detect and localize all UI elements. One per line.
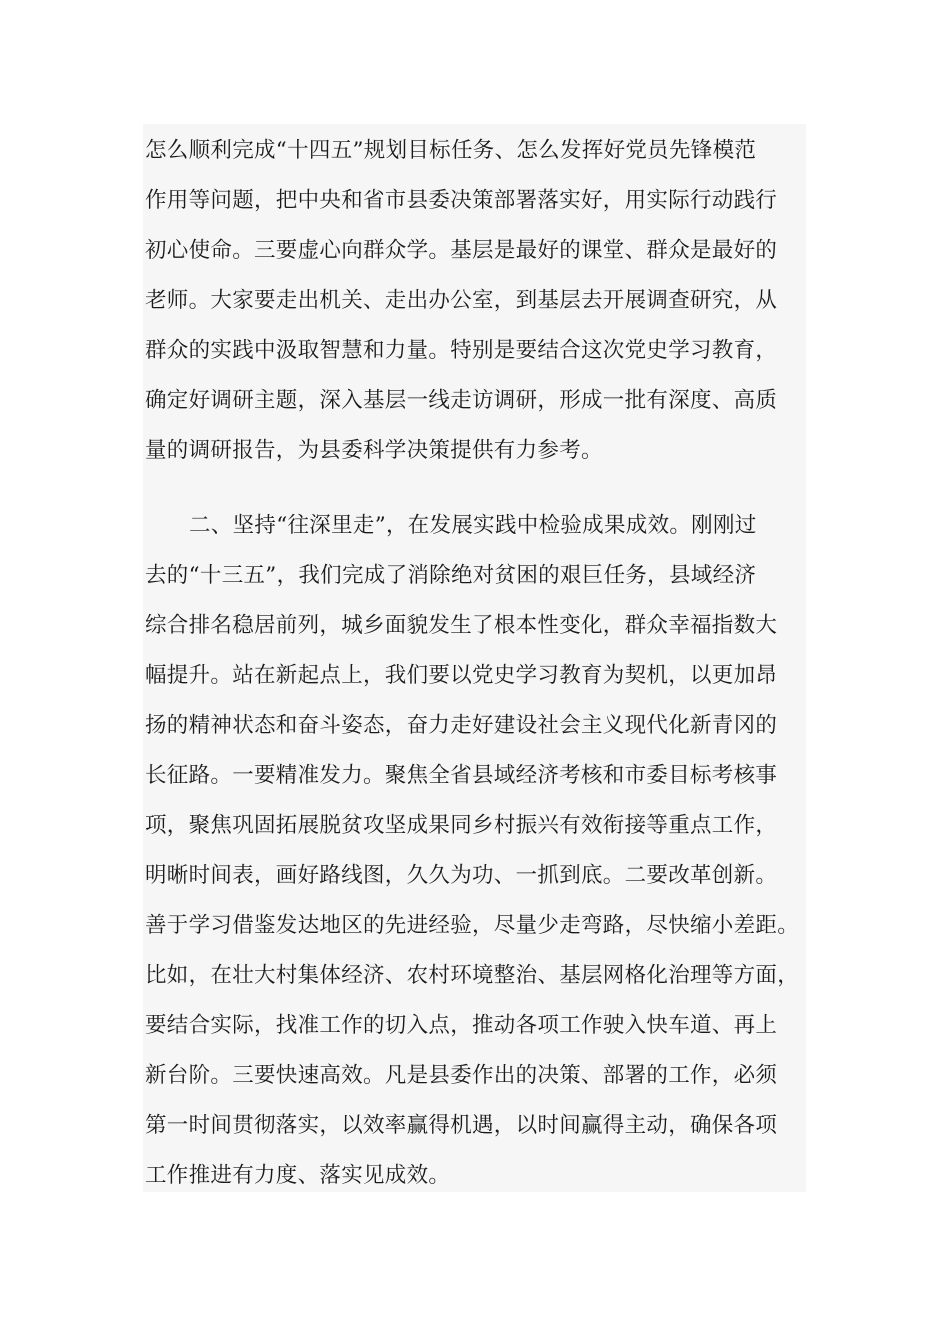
text-line: 幅提升。站在新起点上，我们要以党史学习教育为契机，以更加昂 — [145, 663, 778, 688]
section-heading-line: 二、坚持“往深里走”，在发展实践中检验成果成效。刚刚过 — [189, 513, 757, 538]
text-line: 扬的精神状态和奋斗姿态，奋力走好建设社会主义现代化新青冈的 — [145, 713, 778, 738]
text-line: 老师。大家要走出机关、走出办公室，到基层去开展调查研究，从 — [145, 288, 778, 313]
text-line: 明晰时间表，画好路线图，久久为功、一抓到底。二要改革创新。 — [145, 863, 778, 888]
text-line: 初心使命。三要虚心向群众学。基层是最好的课堂、群众是最好的 — [145, 238, 778, 263]
text-line: 长征路。一要精准发力。聚焦全省县域经济考核和市委目标考核事 — [145, 763, 778, 788]
text-line: 比如，在壮大村集体经济、农村环境整治、基层网格化治理等方面， — [145, 963, 800, 988]
document-body — [143, 124, 806, 1192]
text-line: 第一时间贯彻落实，以效率赢得机遇，以时间赢得主动，确保各项 — [145, 1113, 778, 1138]
text-line: 工作推进有力度、落实见成效。 — [145, 1163, 451, 1188]
text-line: 怎么顺利完成“十四五”规划目标任务、怎么发挥好党员先锋模范 — [145, 138, 757, 163]
text-line: 新台阶。三要快速高效。凡是县委作出的决策、部署的工作，必须 — [145, 1063, 778, 1088]
paragraph-section-two — [145, 501, 806, 1201]
text-line: 确定好调研主题，深入基层一线走访调研，形成一批有深度、高质 — [145, 388, 778, 413]
text-line: 去的“十三五”，我们完成了消除绝对贫困的艰巨任务，县域经济 — [145, 563, 757, 588]
text-line: 作用等问题，把中央和省市县委决策部署落实好，用实际行动践行 — [145, 188, 778, 213]
text-line: 综合排名稳居前列，城乡面貌发生了根本性变化，群众幸福指数大 — [145, 613, 778, 638]
text-line: 要结合实际，找准工作的切入点，推动各项工作驶入快车道、再上 — [145, 1013, 778, 1038]
text-line: 善于学习借鉴发达地区的先进经验，尽量少走弯路，尽快缩小差距。 — [145, 913, 800, 938]
text-line: 群众的实践中汲取智慧和力量。特别是要结合这次党史学习教育， — [145, 338, 778, 363]
paragraph-continuation — [145, 124, 806, 476]
text-line: 量的调研报告，为县委科学决策提供有力参考。 — [145, 438, 603, 463]
text-line: 项，聚焦巩固拓展脱贫攻坚成果同乡村振兴有效衔接等重点工作， — [145, 813, 778, 838]
